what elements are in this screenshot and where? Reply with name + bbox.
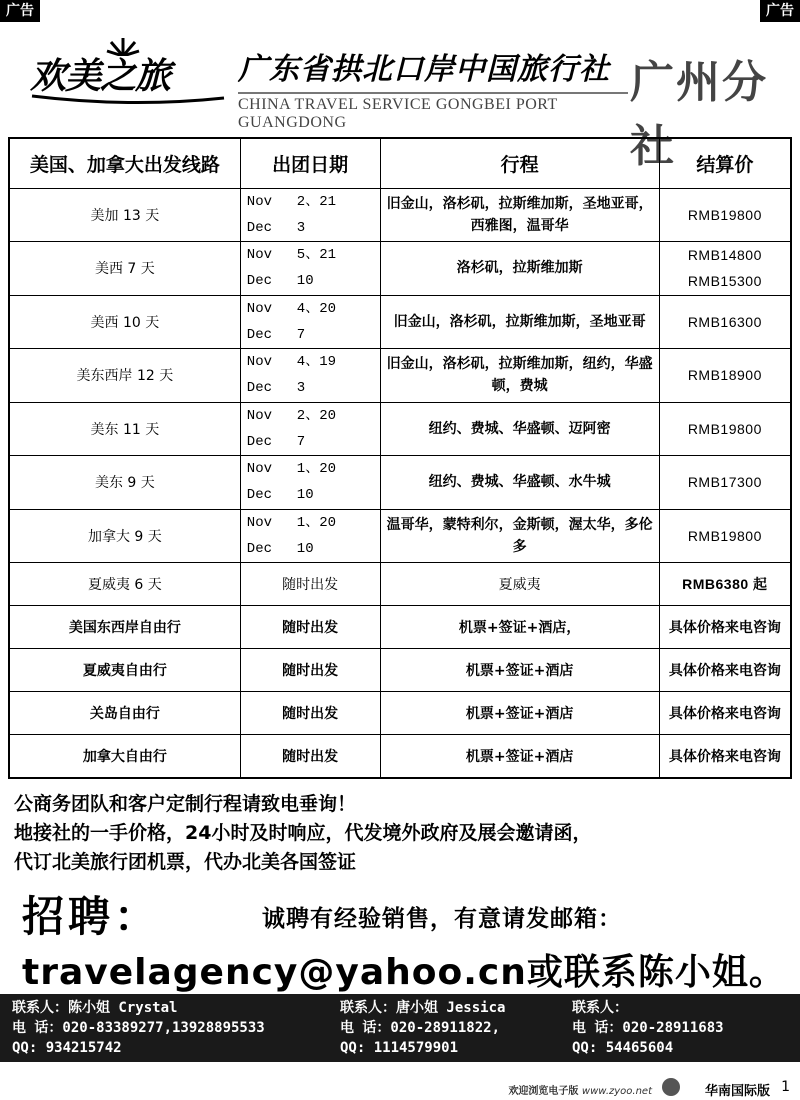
date-days: 2、20 [296, 407, 337, 424]
footer-welcome-text: 欢迎浏览电子版 [508, 1086, 579, 1097]
recruit-email: travelagency@yahoo.cn或联系陈小姐。 [22, 952, 786, 993]
promo-line: 公商务团队和客户定制行程请致电垂询！ [14, 793, 357, 815]
branch-name: 广州分社 [630, 57, 768, 172]
price-value: RMB15300 [687, 273, 762, 290]
contact-qq: QQ: 934215742 [12, 1040, 122, 1056]
route-cell: 美东 11 天 [9, 402, 240, 456]
table-row [9, 563, 791, 606]
route-cell: 美东西岸 12 天 [9, 349, 240, 403]
recruit-text: 诚聘有经验销售，有意请发邮箱： [262, 906, 622, 932]
header-itinerary: 行程 [380, 138, 659, 188]
contact-card [340, 998, 505, 1058]
date-days: 4、20 [296, 300, 337, 317]
table-row [9, 402, 791, 456]
route-cell: 夏威夷自由行 [9, 649, 240, 692]
route-cell: 美国东西岸自由行 [9, 606, 240, 649]
date-cell: 随时出发 [240, 735, 380, 778]
date-days: 10 [296, 487, 314, 504]
routes-table [8, 137, 792, 779]
promo-line: 代订北美旅行团机票，代办北美各国签证 [14, 851, 357, 873]
contact-bar [0, 994, 800, 1062]
table-row [9, 456, 791, 510]
header-date: 出团日期 [240, 138, 380, 188]
page-number: 1 [781, 1079, 790, 1095]
recruit-title: 招聘： [22, 892, 161, 941]
price-value: RMB16300 [687, 313, 762, 330]
itinerary-cell: 纽约、费城、华盛顿、迈阿密 [380, 402, 659, 456]
table-row [9, 606, 791, 649]
header-price: 结算价 [659, 138, 791, 188]
date-days: 5、21 [296, 247, 337, 264]
date-month: Nov [246, 461, 273, 478]
date-days: 1、20 [296, 461, 337, 478]
route-cell: 加拿大自由行 [9, 735, 240, 778]
itinerary-cell: 机票+签证+酒店 [380, 735, 659, 778]
contact-qq: QQ: 54465604 [572, 1040, 674, 1056]
date-month: Nov [246, 247, 273, 264]
date-month: Nov [246, 514, 273, 531]
footer-url[interactable]: www.zyoo.net [581, 1086, 652, 1097]
price-cell: 具体价格来电咨询 [659, 735, 791, 778]
itinerary-cell: 夏威夷 [380, 563, 659, 606]
table-row [9, 295, 791, 349]
date-cell [240, 349, 380, 403]
price-cell [659, 295, 791, 349]
date-month: Dec [246, 487, 273, 504]
date-cell: 随时出发 [240, 606, 380, 649]
table-row [9, 649, 791, 692]
price-cell: 具体价格来电咨询 [659, 606, 791, 649]
date-cell [240, 402, 380, 456]
contact-phone: 电 话：020-83389277,13928895533 [12, 1020, 265, 1036]
promo-text [14, 790, 591, 877]
route-cell: 关岛自由行 [9, 692, 240, 735]
brand-logo [30, 36, 230, 106]
date-cell [240, 456, 380, 510]
itinerary-cell: 洛杉矶，拉斯维加斯 [380, 242, 659, 296]
swoosh-icon [30, 94, 226, 106]
date-month: Nov [246, 407, 273, 424]
itinerary-cell: 机票+签证+酒店 [380, 649, 659, 692]
date-days: 3 [296, 219, 306, 236]
date-days: 7 [296, 326, 306, 343]
table-header-row [9, 138, 791, 188]
price-cell: 具体价格来电咨询 [659, 649, 791, 692]
date-days: 2、21 [296, 193, 337, 210]
date-days: 7 [296, 433, 306, 450]
table-row [9, 735, 791, 778]
table-row [9, 692, 791, 735]
price-value: RMB19800 [687, 206, 762, 223]
contact-name: 联系人：陈小姐 Crystal [12, 1000, 178, 1016]
route-cell: 美西 10 天 [9, 295, 240, 349]
price-cell: 具体价格来电咨询 [659, 692, 791, 735]
price-value: RMB19800 [687, 420, 762, 437]
price-value: RMB14800 [687, 247, 762, 264]
itinerary-cell: 温哥华，蒙特利尔，金斯顿，渥太华，多伦多 [380, 509, 659, 563]
price-value: RMB19800 [687, 527, 762, 544]
date-cell [240, 188, 380, 242]
route-cell: 美加 13 天 [9, 188, 240, 242]
contact-phone: 电 话：020-28911822, [340, 1020, 501, 1036]
date-month: Dec [246, 273, 273, 290]
footer [0, 1066, 800, 1100]
header-route: 美国、加拿大出发线路 [9, 138, 240, 188]
price-cell: RMB6380 起 [659, 563, 791, 606]
date-cell: 随时出发 [240, 563, 380, 606]
date-days: 1、20 [296, 514, 337, 531]
ad-label-left: 广告 [0, 0, 40, 22]
price-cell [659, 242, 791, 296]
itinerary-cell: 机票+签证+酒店， [380, 606, 659, 649]
company-name-cn: 广东省拱北口岸中国旅行社 [238, 52, 610, 87]
date-days: 10 [296, 540, 314, 557]
date-cell: 随时出发 [240, 692, 380, 735]
table-row [9, 349, 791, 403]
table-row [9, 242, 791, 296]
date-cell [240, 509, 380, 563]
contact-card [572, 998, 724, 1058]
price-cell [659, 456, 791, 510]
contact-name: 联系人： [572, 1000, 628, 1016]
brand-name: 欢美之旅 [30, 55, 171, 97]
footer-welcome [508, 1082, 652, 1097]
ad-label-right: 广告 [760, 0, 800, 22]
table-row [9, 188, 791, 242]
promo-line: 地接社的一手价格，24小时及时响应，代发境外政府及展会邀请函， [14, 822, 592, 844]
date-cell [240, 295, 380, 349]
footer-edition: 华南国际版 [704, 1084, 770, 1099]
itinerary-cell: 纽约、费城、华盛顿、水牛城 [380, 456, 659, 510]
price-cell [659, 402, 791, 456]
date-month: Nov [246, 193, 273, 210]
date-days: 10 [296, 273, 314, 290]
contact-phone: 电 话：020-28911683 [572, 1020, 724, 1036]
table-row [9, 509, 791, 563]
price-value: RMB17300 [687, 474, 762, 491]
route-cell: 美东 9 天 [9, 456, 240, 510]
itinerary-cell: 机票+签证+酒店 [380, 692, 659, 735]
contact-card [12, 998, 265, 1058]
itinerary-cell: 旧金山，洛杉矶，拉斯维加斯，圣地亚哥，西雅图，温哥华 [380, 188, 659, 242]
date-month: Dec [246, 326, 273, 343]
company-name-en: CHINA TRAVEL SERVICE GONGBEI PORT GUANGDONG [238, 92, 628, 132]
itinerary-cell: 旧金山，洛杉矶，拉斯维加斯，纽约，华盛顿，费城 [380, 349, 659, 403]
price-cell [659, 349, 791, 403]
itinerary-cell: 旧金山，洛杉矶，拉斯维加斯，圣地亚哥 [380, 295, 659, 349]
date-days: 4、19 [296, 354, 337, 371]
date-month: Dec [246, 540, 273, 557]
date-cell: 随时出发 [240, 649, 380, 692]
date-month: Dec [246, 219, 273, 236]
date-month: Nov [246, 300, 273, 317]
route-cell: 加拿大 9 天 [9, 509, 240, 563]
date-month: Nov [246, 354, 273, 371]
contact-qq: QQ: 1114579901 [340, 1040, 459, 1056]
date-days: 3 [296, 380, 306, 397]
date-month: Dec [246, 380, 273, 397]
price-value: RMB18900 [687, 367, 762, 384]
date-month: Dec [246, 433, 273, 450]
route-cell: 美西 7 天 [9, 242, 240, 296]
price-cell [659, 188, 791, 242]
price-cell [659, 509, 791, 563]
contact-name: 联系人：唐小姐 Jessica [340, 1000, 506, 1016]
date-cell [240, 242, 380, 296]
route-cell: 夏威夷 6 天 [9, 563, 240, 606]
globe-icon [662, 1078, 680, 1096]
